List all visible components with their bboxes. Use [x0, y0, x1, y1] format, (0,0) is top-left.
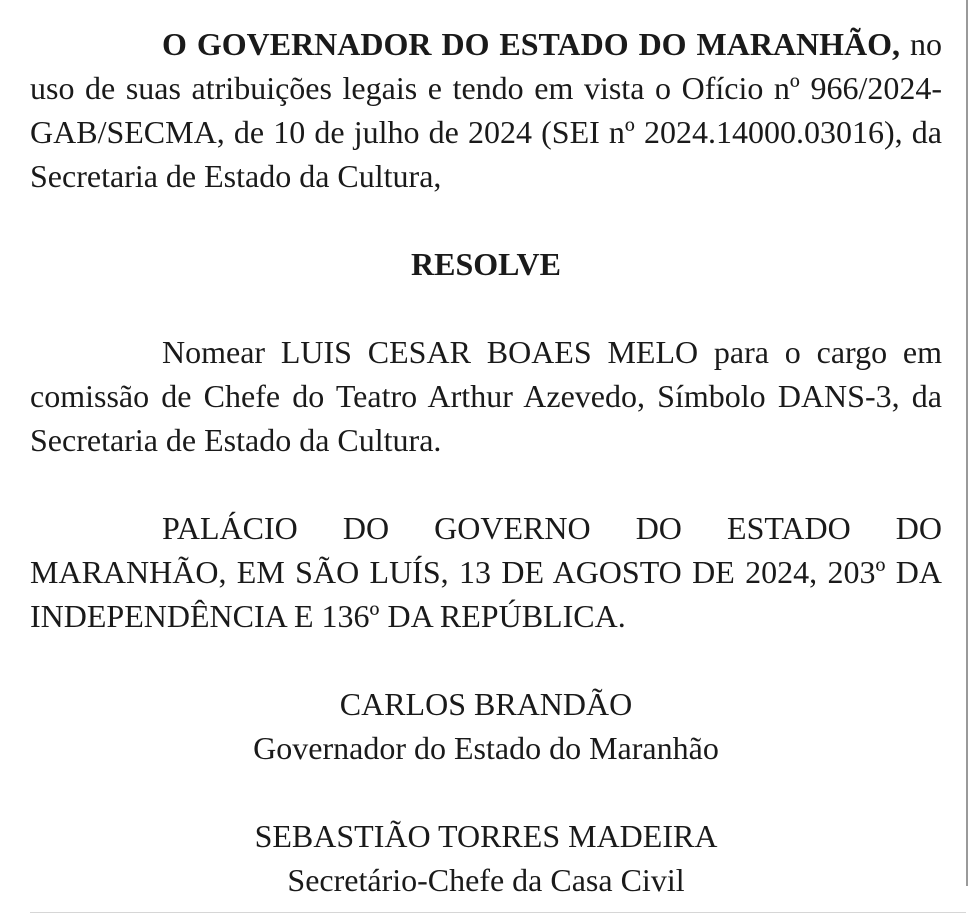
page-right-border: [966, 0, 968, 886]
authority-name: O GOVERNADOR DO ESTADO DO MARANHÃO,: [162, 26, 901, 62]
signatory-title: Secretário-Chefe da Casa Civil: [287, 862, 685, 898]
appointment-paragraph: Nomear LUIS CESAR BOAES MELO para o cargo em comissão de Chefe do Teatro Arthur Azevedo, Símbolo DANS-3, da Secretaria de Estado da Cultura.: [30, 334, 942, 458]
decree-body: [30, 22, 942, 902]
preamble-paragraph: [30, 22, 942, 198]
signatory-name: SEBASTIÃO TORRES MADEIRA: [254, 818, 718, 854]
closing-paragraph: PALÁCIO DO GOVERNO DO ESTADO DO MARANHÃO, EM SÃO LUÍS, 13 DE AGOSTO DE 2024, 203º DA INDEPENDÊNCIA E 136º DA REPÚBLICA.: [30, 510, 942, 634]
signature-governor: [30, 682, 942, 770]
preamble-text: no uso de suas atribuições legais e tendo em vista o Ofício nº 966/2024-GAB/SECMA, de 10 de julho de 2024 (SEI nº 2024.14000.03016), da Secretaria de Estado da Cultura,: [30, 26, 943, 194]
signatory-title: Governador do Estado do Maranhão: [253, 730, 719, 766]
page-bottom-divider: [30, 912, 966, 913]
signatory-name: CARLOS BRANDÃO: [339, 686, 633, 722]
signature-chief-of-staff: [30, 814, 942, 902]
resolve-heading: RESOLVE: [411, 246, 561, 282]
